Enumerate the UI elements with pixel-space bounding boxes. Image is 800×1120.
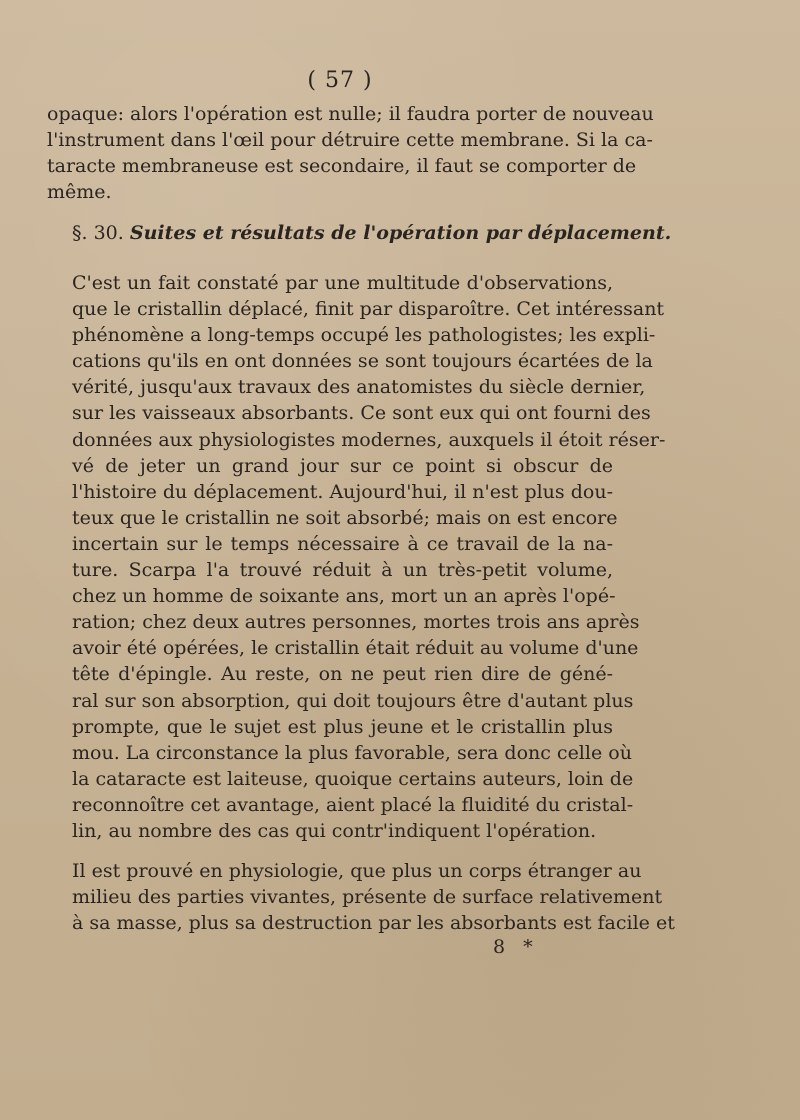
text-line: lin, au nombre des cas qui contr'indiquent l'opération. (72, 819, 597, 842)
text-line: données aux physiologistes modernes, auxquels il étoit réser- (72, 428, 666, 451)
paragraph-3 (47, 858, 675, 936)
text-line: tête d'épingle. Au reste, on ne peut rien dire de géné- (72, 663, 613, 686)
section-title: Suites et résultats de l'opération par déplacement. (129, 222, 672, 244)
paragraph-2 (47, 270, 666, 844)
text-line: taracte membraneuse est secondaire, il faut se comporter de (47, 155, 637, 178)
paragraph-1 (47, 101, 654, 205)
text-line: ture. Scarpa l'a trouvé réduit à un très-petit volume, (72, 559, 613, 582)
text-line: opaque: alors l'opération est nulle; il faudra porter de nouveau (47, 103, 654, 125)
text-line: sur les vaisseaux absorbants. Ce sont eux qui ont fourni des (72, 402, 651, 425)
text-line: Il est prouvé en physiologie, que plus un corps étranger au (72, 860, 642, 882)
text-line: à sa masse, plus sa destruction par les absorbants est facile et (72, 912, 675, 935)
text-line: avoir été opérées, le cristallin était réduit au volume d'une (72, 637, 639, 660)
text-line: prompte, que le sujet est plus jeune et le cristallin plus (72, 715, 613, 738)
text-line: teux que le cristallin ne soit absorbé; mais on est encore (72, 506, 618, 529)
text-line: incertain sur le temps nécessaire à ce travail de la na- (72, 532, 613, 555)
text-line: chez un homme de soixante ans, mort un an après l'opé- (72, 585, 616, 608)
text-line: ral sur son absorption, qui doit toujours être d'autant plus (72, 689, 634, 712)
section-number: §. 30. (72, 222, 124, 244)
text-line: cations qu'ils en ont données se sont toujours écartées de la (72, 350, 653, 373)
text-line: milieu des parties vivantes, présente de surface relativement (72, 886, 663, 909)
text-line: vé de jeter un grand jour sur ce point si obscur de (72, 454, 613, 477)
text-line: ration; chez deux autres personnes, mortes trois ans après (72, 611, 640, 634)
text-line: la cataracte est laiteuse, quoique certains auteurs, loin de (72, 767, 634, 790)
text-line: que le cristallin déplacé, finit par disparoître. Cet intéressant (72, 298, 665, 321)
signature-mark: 8 * (493, 936, 539, 958)
text-line: l'histoire du déplacement. Aujourd'hui, il n'est plus dou- (72, 480, 613, 503)
text-line: vérité, jusqu'aux travaux des anatomistes du siècle dernier, (72, 376, 646, 399)
page-number: ( 57 ) (307, 68, 373, 93)
text-line: mou. La circonstance la plus favorable, sera donc celle où (72, 741, 632, 764)
text-line: phénomène a long-temps occupé les pathologistes; les expli- (72, 324, 656, 347)
text-line: C'est un fait constaté par une multitude d'observations, (72, 272, 613, 294)
text-line: reconnoître cet avantage, aient placé la fluidité du cristal- (72, 793, 634, 816)
text-line: même. (47, 181, 112, 204)
section-heading (72, 220, 672, 246)
text-line: l'instrument dans l'œil pour détruire cette membrane. Si la ca- (47, 129, 653, 152)
